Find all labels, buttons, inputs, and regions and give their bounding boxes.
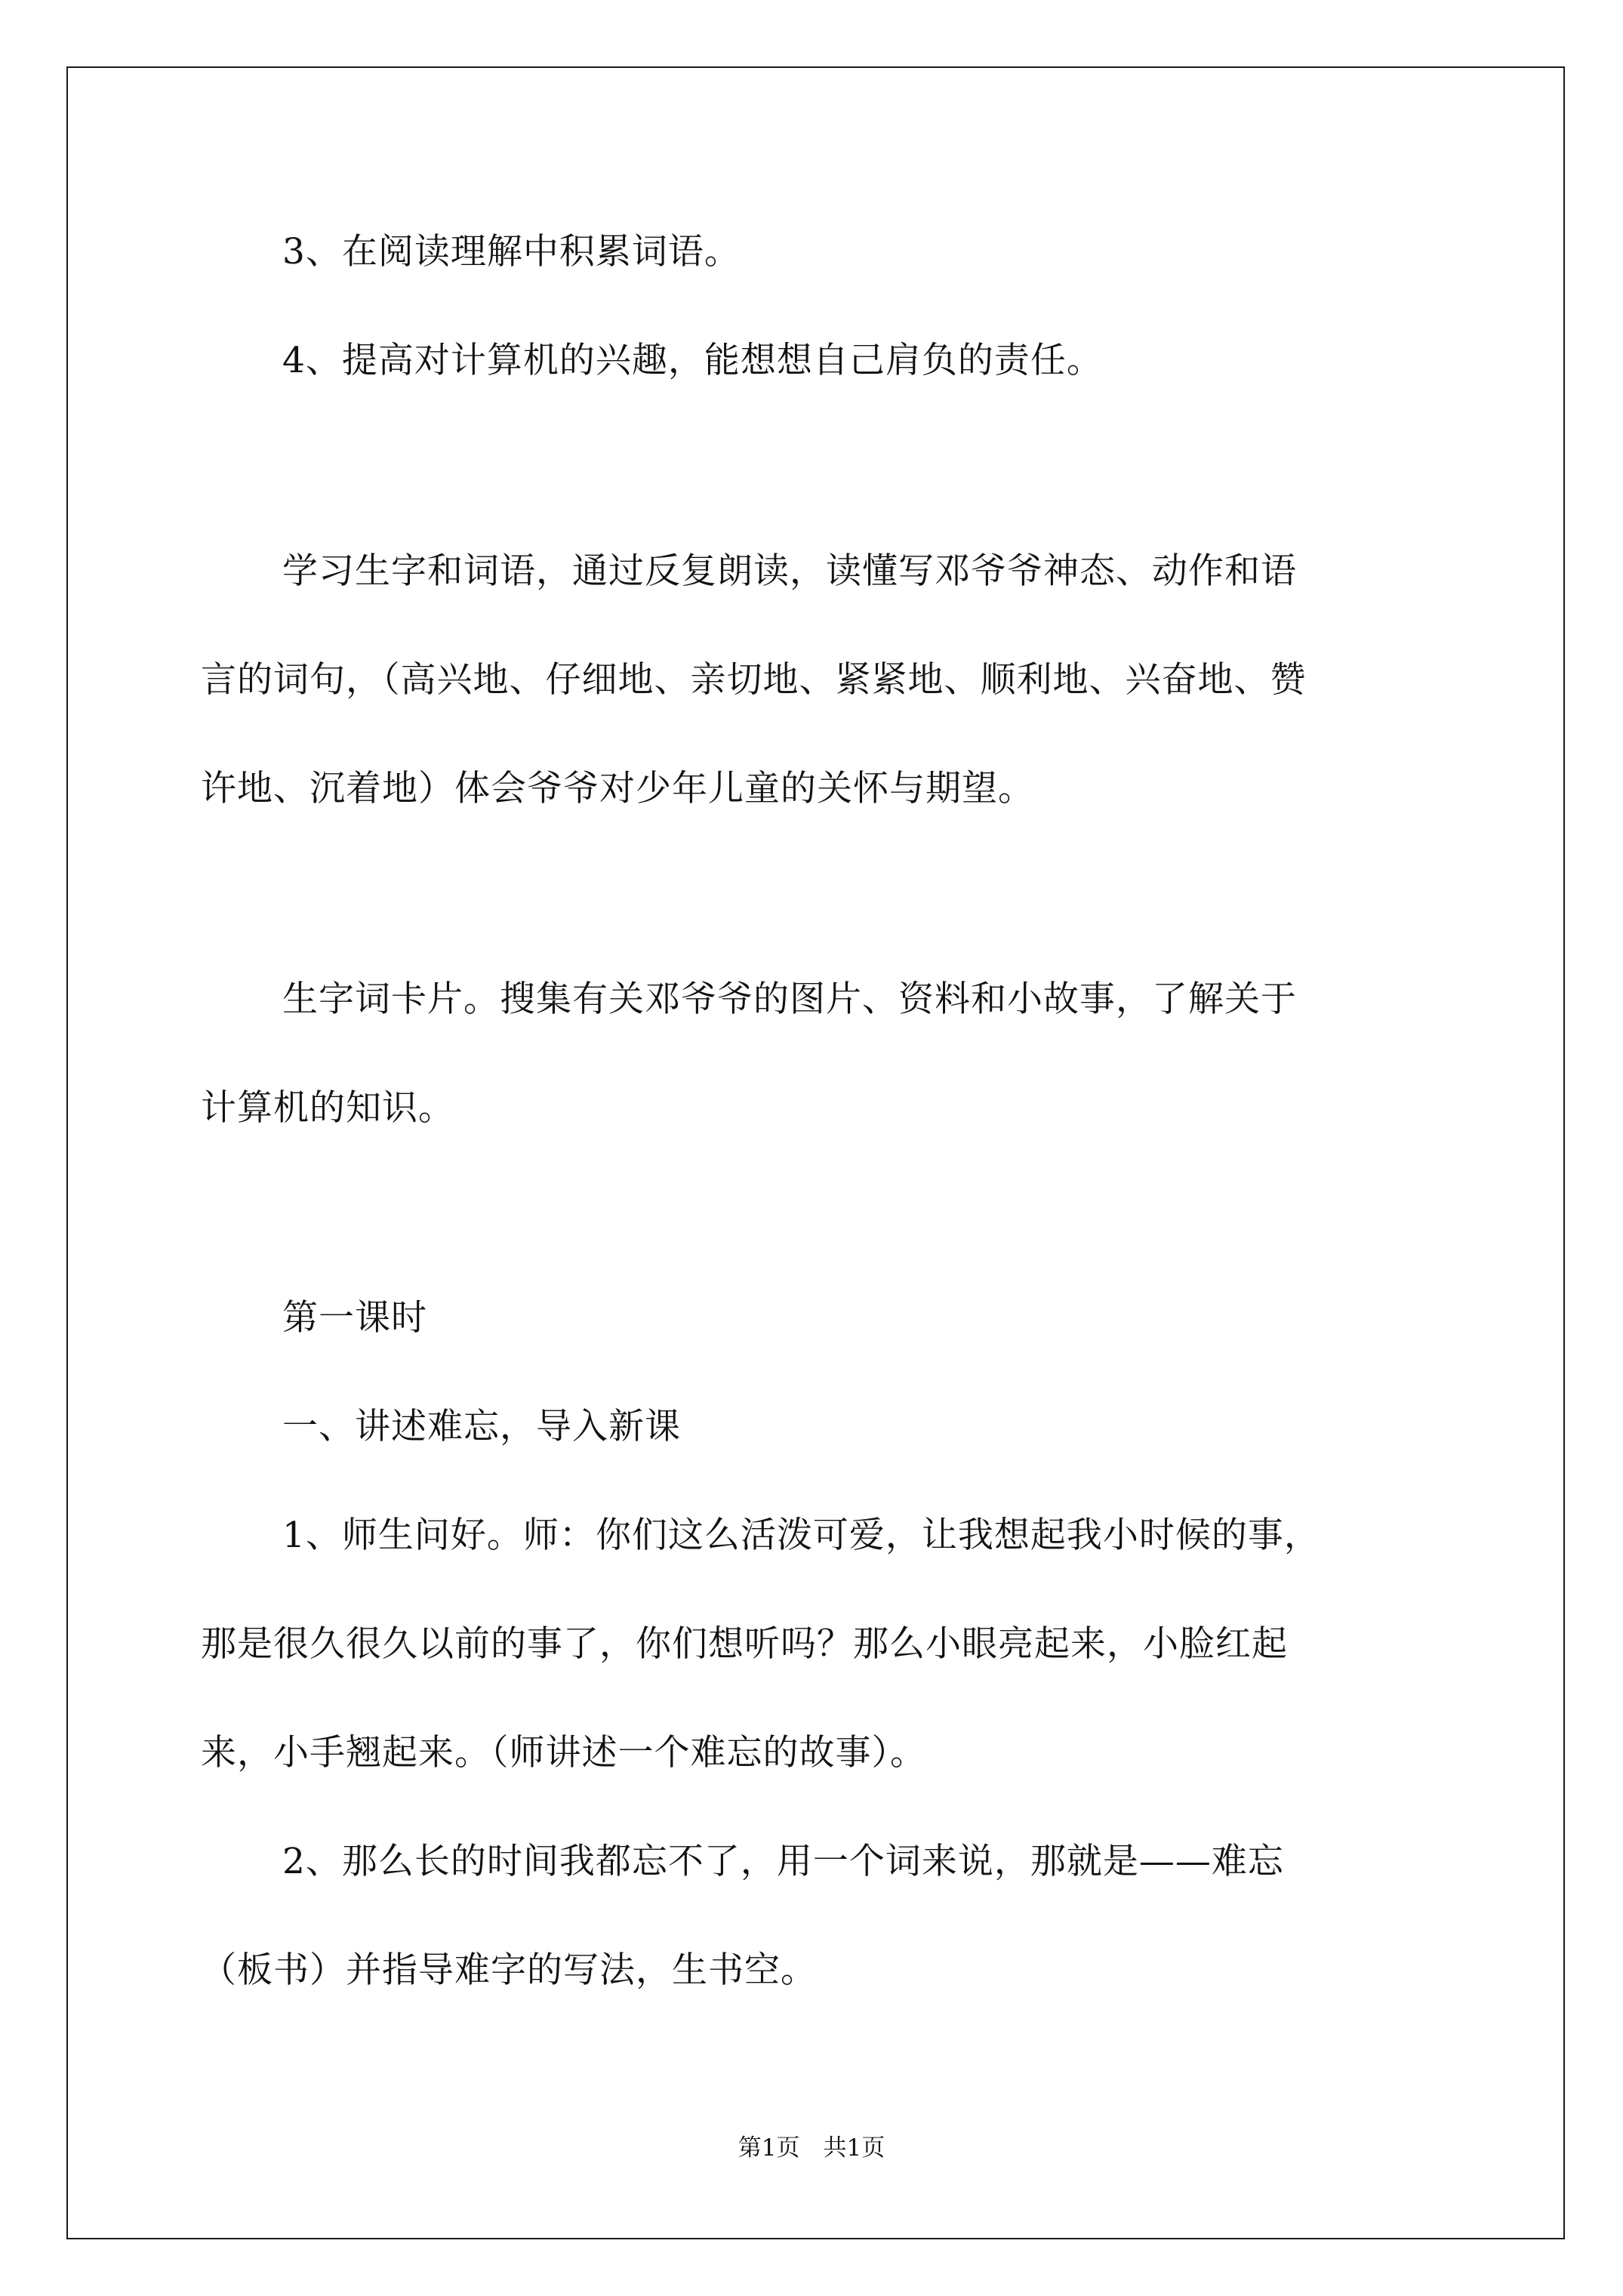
objective-3: 3、在阅读理解中积累词语。 [282,231,741,273]
key-points-line-1: 学习生字和词语，通过反复朗读，读懂写邓爷爷神态、动作和语 [282,550,1297,592]
objective-4: 4、提高对计算机的兴趣，能想想自己肩负的责任。 [282,340,1103,381]
step-1-line-1: 1、师生问好。师：你们这么活泼可爱，让我想起我小时候的事， [282,1515,1320,1556]
step-2-line-1: 2、那么长的时间我都忘不了，用一个词来说，那就是——难忘 [282,1841,1284,1882]
preparation-line-1: 生字词卡片。搜集有关邓爷爷的图片、资料和小故事，了解关于 [282,978,1297,1020]
step-1-line-2: 那是很久很久以前的事了，你们想听吗？那么小眼亮起来，小脸红起 [201,1623,1288,1665]
step-1-line-3: 来，小手翘起来。（师讲述一个难忘的故事）。 [201,1732,926,1774]
page-number-footer: 第1页 共1页 [738,2134,885,2162]
key-points-line-2: 言的词句，（高兴地、仔细地、亲切地、紧紧地、顺利地、兴奋地、赞 [201,659,1307,701]
preparation-line-2: 计算机的知识。 [201,1087,454,1129]
lesson-period-heading: 第一课时 [282,1297,427,1339]
section-heading-intro: 一、讲述难忘，导入新课 [282,1406,681,1447]
page-border [66,66,1565,2239]
step-2-line-2: （板书）并指导难字的写法，生书空。 [201,1949,817,1991]
key-points-line-3: 许地、沉着地）体会爷爷对少年儿童的关怀与期望。 [201,768,1034,809]
